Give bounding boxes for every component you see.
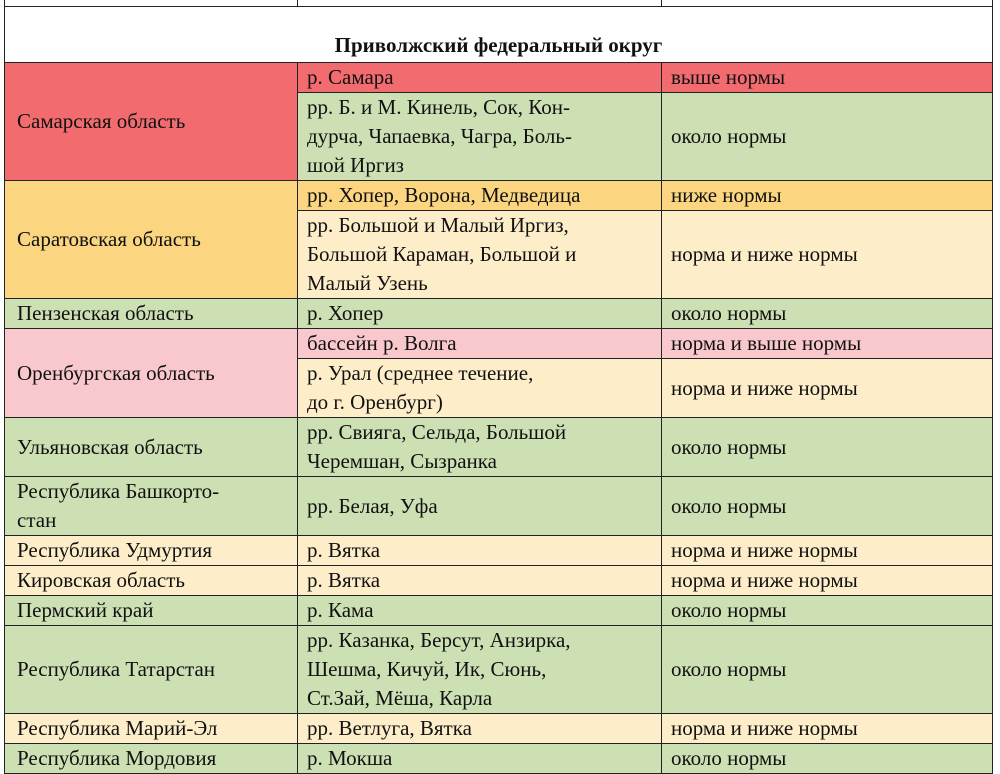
- region-cell: Республика Мордовия: [5, 744, 298, 774]
- status-cell: около нормы: [662, 596, 993, 626]
- status-cell: норма и ниже нормы: [662, 714, 993, 744]
- region-cell: Ульяновская область: [5, 418, 298, 477]
- table-row: [5, 596, 993, 626]
- status-cell: около нормы: [662, 299, 993, 329]
- status-cell: около нормы: [662, 744, 993, 774]
- rivers-cell: рр. Хопер, Ворона, Медведица: [298, 181, 662, 211]
- rivers-cell: рр. Большой и Малый Иргиз, Большой Караман, Большой и Малый Узень: [298, 211, 662, 299]
- table-row: [5, 418, 993, 477]
- table-row: [5, 566, 993, 596]
- section-title-row: [5, 7, 993, 63]
- region-cell: Республика Татарстан: [5, 626, 298, 714]
- status-cell: около нормы: [662, 626, 993, 714]
- table-row: [5, 63, 993, 93]
- status-cell: около нормы: [662, 418, 993, 477]
- region-cell: Республика Башкорто- стан: [5, 477, 298, 536]
- rivers-cell: рр. Ветлуга, Вятка: [298, 714, 662, 744]
- status-cell: норма и ниже нормы: [662, 359, 993, 418]
- status-cell: норма и ниже нормы: [662, 211, 993, 299]
- section-title: Приволжский федеральный округ: [5, 7, 993, 63]
- rivers-cell: р. Вятка: [298, 536, 662, 566]
- rivers-cell: рр. Казанка, Берсут, Анзирка, Шешма, Кичуй, Ик, Сюнь, Ст.Зай, Мёша, Карла: [298, 626, 662, 714]
- rivers-cell: рр. Белая, Уфа: [298, 477, 662, 536]
- table-row: [5, 626, 993, 714]
- region-cell: Республика Удмуртия: [5, 536, 298, 566]
- rivers-cell: рр. Б. и М. Кинель, Сок, Кон- дурча, Чапаевка, Чагра, Боль- шой Иргиз: [298, 93, 662, 181]
- region-cell: Оренбургская область: [5, 329, 298, 418]
- rivers-cell: р. Хопер: [298, 299, 662, 329]
- status-cell: около нормы: [662, 93, 993, 181]
- rivers-cell: рр. Свияга, Сельда, Большой Черемшан, Сызранка: [298, 418, 662, 477]
- region-cell: Саратовская область: [5, 181, 298, 299]
- rivers-cell: р. Урал (среднее течение, до г. Оренбург): [298, 359, 662, 418]
- status-cell: норма и выше нормы: [662, 329, 993, 359]
- status-cell: выше нормы: [662, 63, 993, 93]
- table-row: [5, 477, 993, 536]
- region-cell: Республика Марий-Эл: [5, 714, 298, 744]
- table-row: [5, 536, 993, 566]
- status-cell: около нормы: [662, 477, 993, 536]
- status-cell: норма и ниже нормы: [662, 566, 993, 596]
- water-level-table: [4, 0, 993, 774]
- region-cell: Пермский край: [5, 596, 298, 626]
- rivers-cell: р. Кама: [298, 596, 662, 626]
- region-cell: Самарская область: [5, 63, 298, 181]
- table-row: [5, 329, 993, 359]
- table-row: [5, 181, 993, 211]
- region-cell: Кировская область: [5, 566, 298, 596]
- region-cell: Пензенская область: [5, 299, 298, 329]
- table-row: [5, 744, 993, 774]
- status-cell: норма и ниже нормы: [662, 536, 993, 566]
- rivers-cell: бассейн р. Волга: [298, 329, 662, 359]
- table-row: [5, 299, 993, 329]
- rivers-cell: р. Вятка: [298, 566, 662, 596]
- status-cell: ниже нормы: [662, 181, 993, 211]
- table-row: [5, 714, 993, 744]
- rivers-cell: р. Мокша: [298, 744, 662, 774]
- rivers-cell: р. Самара: [298, 63, 662, 93]
